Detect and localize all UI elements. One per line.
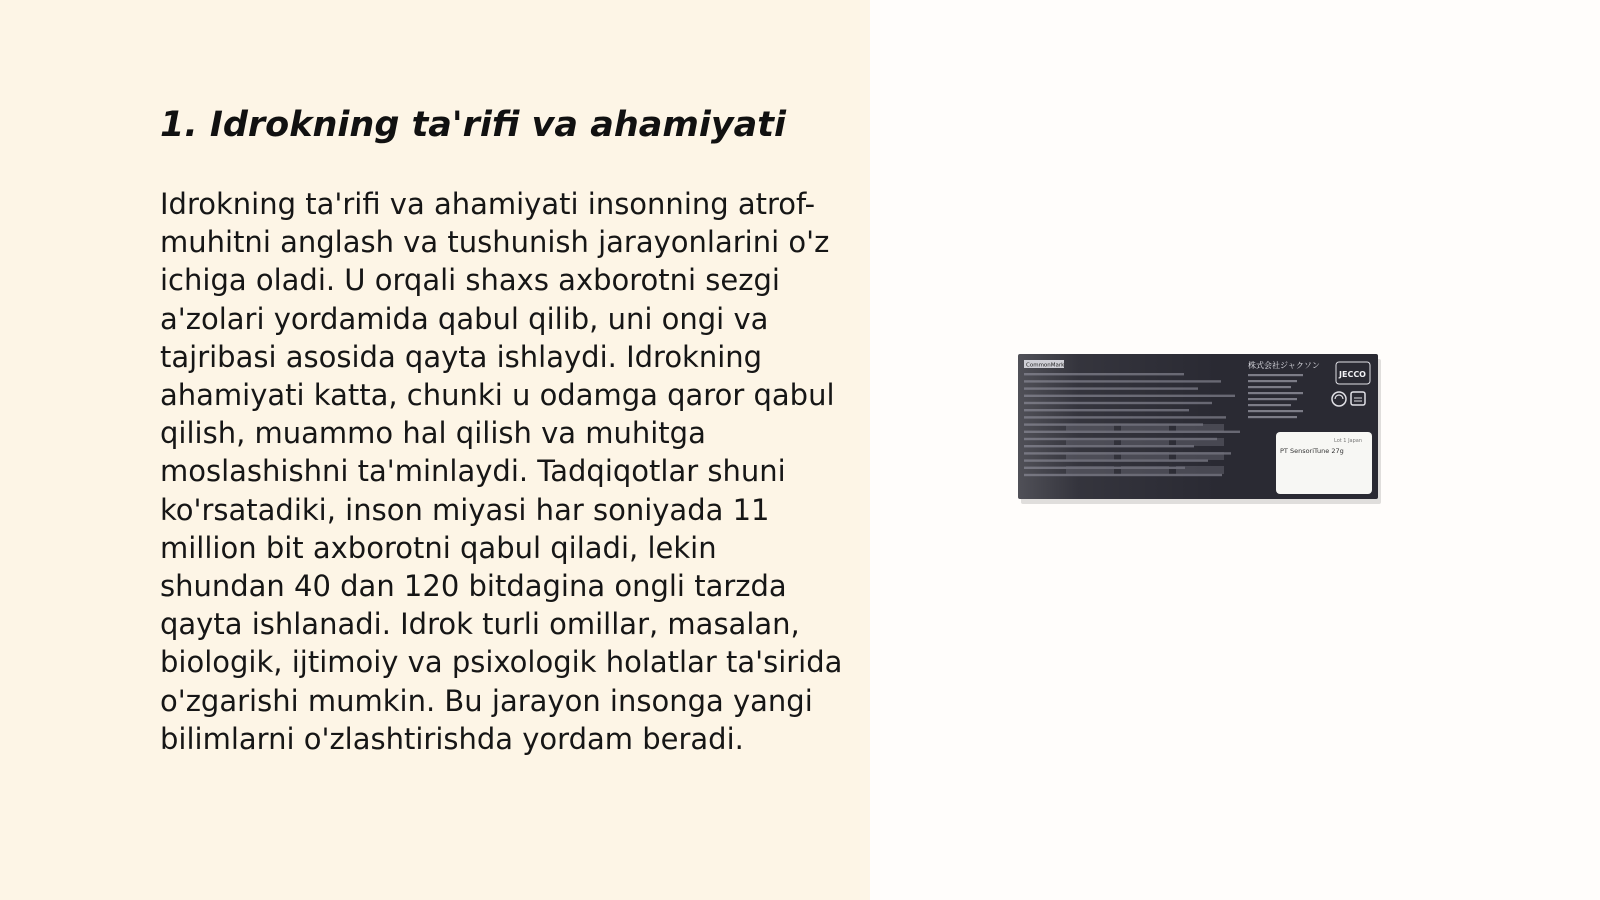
fine-print-block [1121, 438, 1169, 446]
fine-print-line [1024, 395, 1235, 397]
brand-info-line [1248, 404, 1291, 406]
fine-print-line [1024, 409, 1189, 411]
fine-print-block [1176, 466, 1224, 474]
brand-info-line [1248, 386, 1291, 388]
brand-text: 株式会社ジャクソン [1248, 361, 1320, 370]
fine-print-block [1176, 424, 1224, 432]
fine-print-block [1121, 466, 1169, 474]
brand-info-line [1248, 374, 1303, 376]
fine-print-line [1024, 373, 1184, 375]
slide-body-text: Idrokning ta'rifi va ahamiyati insonning atrof-muhitni anglash va tushunish jarayonlarini o'z ichiga oladi. U orqali shaxs axborotni sezgi a'zolari yordamida qabul qilib, uni ongi va tajribasi asosida qayta ishlaydi. Idrokning ahamiyati katta, chunki u odamga qaror qabul qilish, muammo hal qilish va muhitga moslashishni ta'minlaydi. Tadqiqotlar shuni ko'rsatadiki, inson miyasi har soniyada 11 million bit axborotni qabul qiladi, lekin shundan 40 dan 120 bitdagina ongli tarzda qayta ishlanadi. Idrok turli omillar, masalan, biologik, ijtimoiy va psixologik holatlar ta'sirida o'zgarishi mumkin. Bu jarayon insonga yangi bilimlarni o'zlashtirishda yordam beradi. [160, 187, 843, 756]
fine-print-line [1024, 416, 1226, 418]
fine-print-block [1176, 452, 1224, 460]
brand-info-line [1248, 380, 1297, 382]
logo-text: JECCO [1339, 370, 1366, 379]
brand-info-line [1248, 398, 1297, 400]
fine-print-block [1066, 452, 1114, 460]
fine-print-block [1066, 438, 1114, 446]
slide-title: 1. Idrokning ta'rifi va ahamiyati [160, 105, 787, 145]
fine-print-block [1121, 452, 1169, 460]
fine-print-line [1024, 474, 1222, 476]
brand-info-line [1248, 416, 1297, 418]
brand-info-line [1248, 410, 1303, 412]
product-box-photo [1018, 354, 1383, 506]
fine-print-block [1066, 424, 1114, 432]
fine-print-line [1024, 402, 1212, 404]
fine-print-line [1024, 380, 1221, 382]
fine-print-block [1066, 466, 1114, 474]
sticker-text: PT SensoriTune 27g [1280, 447, 1344, 455]
brand-info-line [1248, 392, 1303, 394]
fine-print-block [1121, 424, 1169, 432]
fine-print-line [1024, 387, 1198, 389]
fine-print-block [1176, 438, 1224, 446]
sticker-small-text: Lot 1 Japan [1334, 438, 1363, 444]
header-label: CommonMark [1026, 362, 1065, 369]
